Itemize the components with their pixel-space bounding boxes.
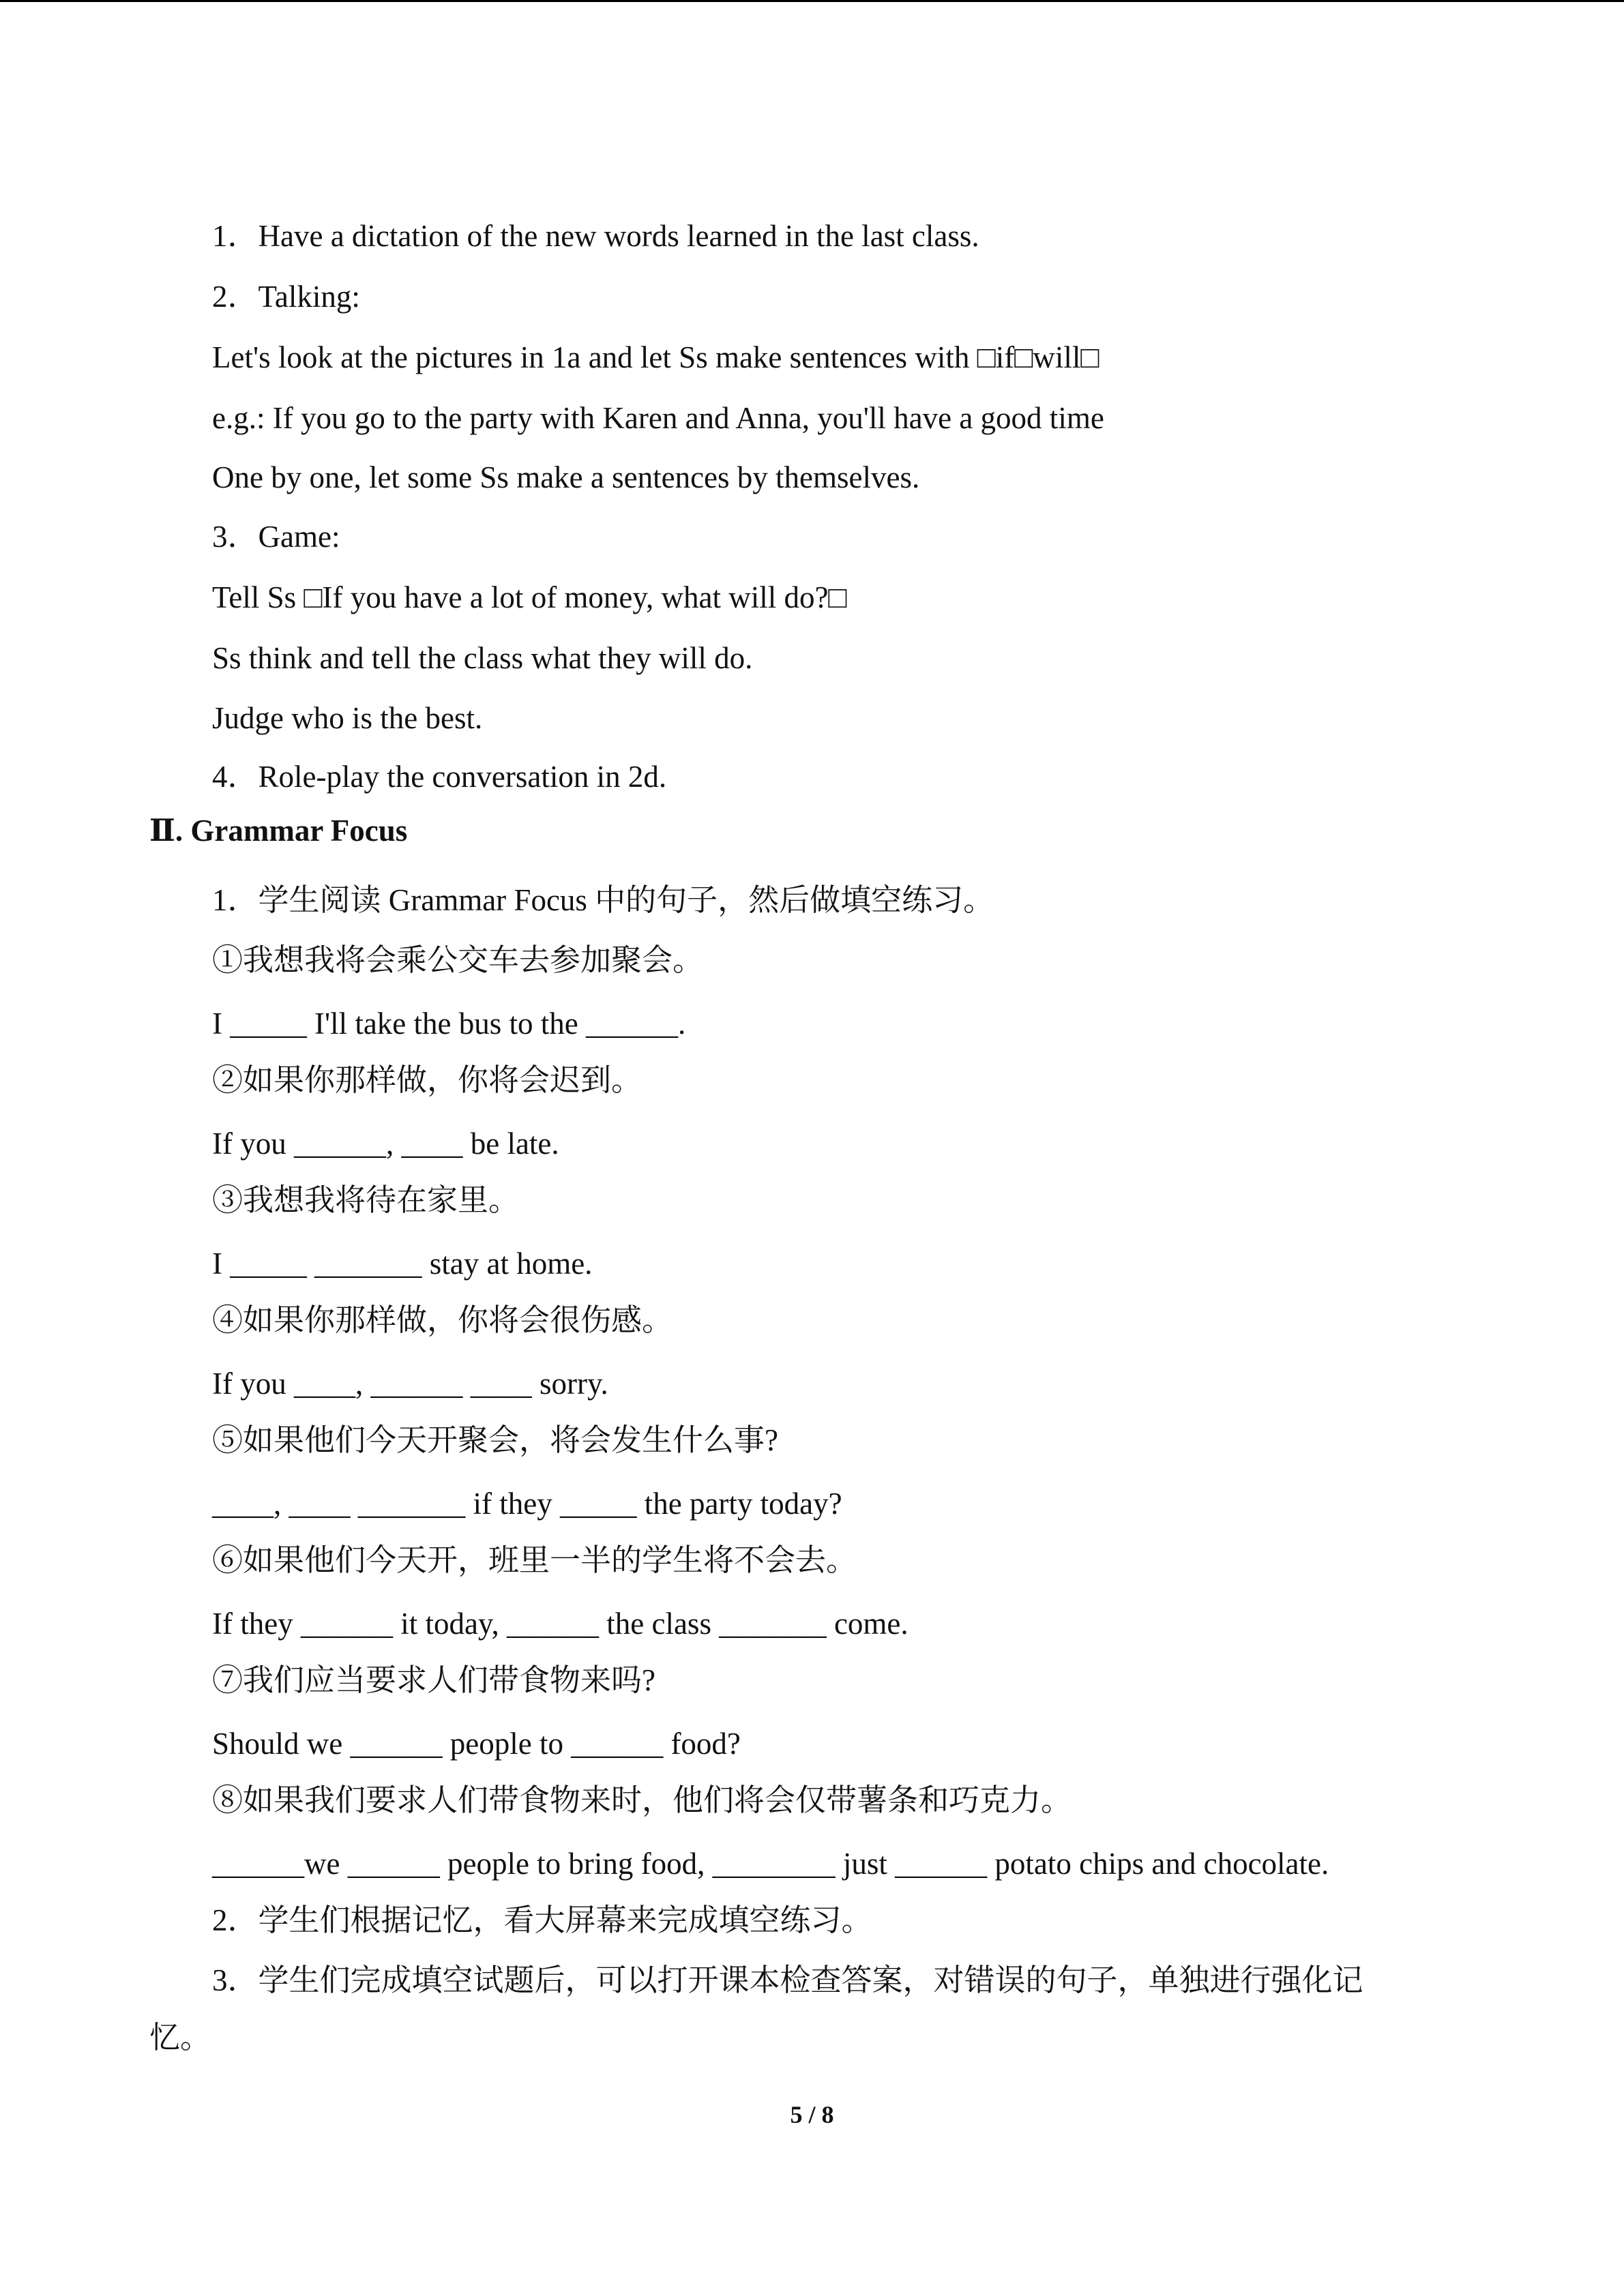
exercise-7-english: Should we ______ people to ______ food?	[212, 1727, 741, 1761]
exercise-7-chinese: ⑦我们应当要求人们带食物来吗?	[212, 1663, 655, 1697]
exercise-6-chinese: ⑥如果他们今天开，班里一半的学生将不会去。	[212, 1543, 857, 1577]
section-heading: Ⅱ. Grammar Focus	[149, 814, 408, 848]
page-number: 5 / 8	[790, 2101, 834, 2128]
exercise-5-english: ____, ____ _______ if they _____ the party today?	[212, 1487, 842, 1521]
gf-step-1-text: 1．学生阅读 Grammar Focus 中的句子，然后做填空练习。	[212, 883, 994, 917]
exercise-4-english: If you ____, ______ ____ sorry.	[212, 1367, 608, 1401]
game-line-3: Judge who is the best.	[212, 701, 483, 735]
gf-step-2-text: 2．学生们根据记忆，看大屏幕来完成填空练习。	[212, 1903, 872, 1937]
exercise-4-chinese: ④如果你那样做，你将会很伤感。	[212, 1303, 673, 1337]
exercise-8-english: ______we ______ people to bring food, ________ just ______ potato chips and chocolate.	[212, 1847, 1329, 1881]
talking-line-1: Let's look at the pictures in 1a and let Ss make sentences with □if□will□	[212, 340, 1099, 374]
step-3-text: 3．Game:	[212, 520, 340, 554]
page-top-border	[0, 0, 1624, 2]
game-line-2: Ss think and tell the class what they will do.	[212, 641, 753, 675]
step-1-text: 1．Have a dictation of the new words learned in the last class.	[212, 219, 979, 253]
exercise-1-chinese: ①我想我将会乘公交车去参加聚会。	[212, 943, 704, 977]
game-line-1: Tell Ss □If you have a lot of money, what will do?□	[212, 580, 847, 614]
gf-step-3-line-1: 3．学生们完成填空试题后，可以打开课本检查答案，对错误的句子，单独进行强化记	[212, 1963, 1363, 1997]
exercise-2-english: If you ______, ____ be late.	[212, 1127, 559, 1161]
exercise-3-english: I _____ _______ stay at home.	[212, 1247, 593, 1281]
exercise-8-chinese: ⑧如果我们要求人们带食物来时，他们将会仅带薯条和巧克力。	[212, 1783, 1072, 1817]
talking-line-3: One by one, let some Ss make a sentences by themselves.	[212, 460, 920, 494]
exercise-5-chinese: ⑤如果他们今天开聚会，将会发生什么事?	[212, 1423, 778, 1457]
exercise-6-english: If they ______ it today, ______ the class _______ come.	[212, 1607, 909, 1641]
exercise-1-english: I _____ I'll take the bus to the ______.	[212, 1007, 686, 1041]
exercise-2-chinese: ②如果你那样做，你将会迟到。	[212, 1063, 643, 1097]
gf-step-3-line-2: 忆。	[149, 2021, 211, 2055]
step-2-text: 2．Talking:	[212, 280, 360, 314]
step-4-text: 4．Role-play the conversation in 2d.	[212, 760, 667, 794]
exercise-3-chinese: ③我想我将待在家里。	[212, 1183, 520, 1217]
talking-line-2: e.g.: If you go to the party with Karen and Anna, you'll have a good time	[212, 401, 1104, 435]
